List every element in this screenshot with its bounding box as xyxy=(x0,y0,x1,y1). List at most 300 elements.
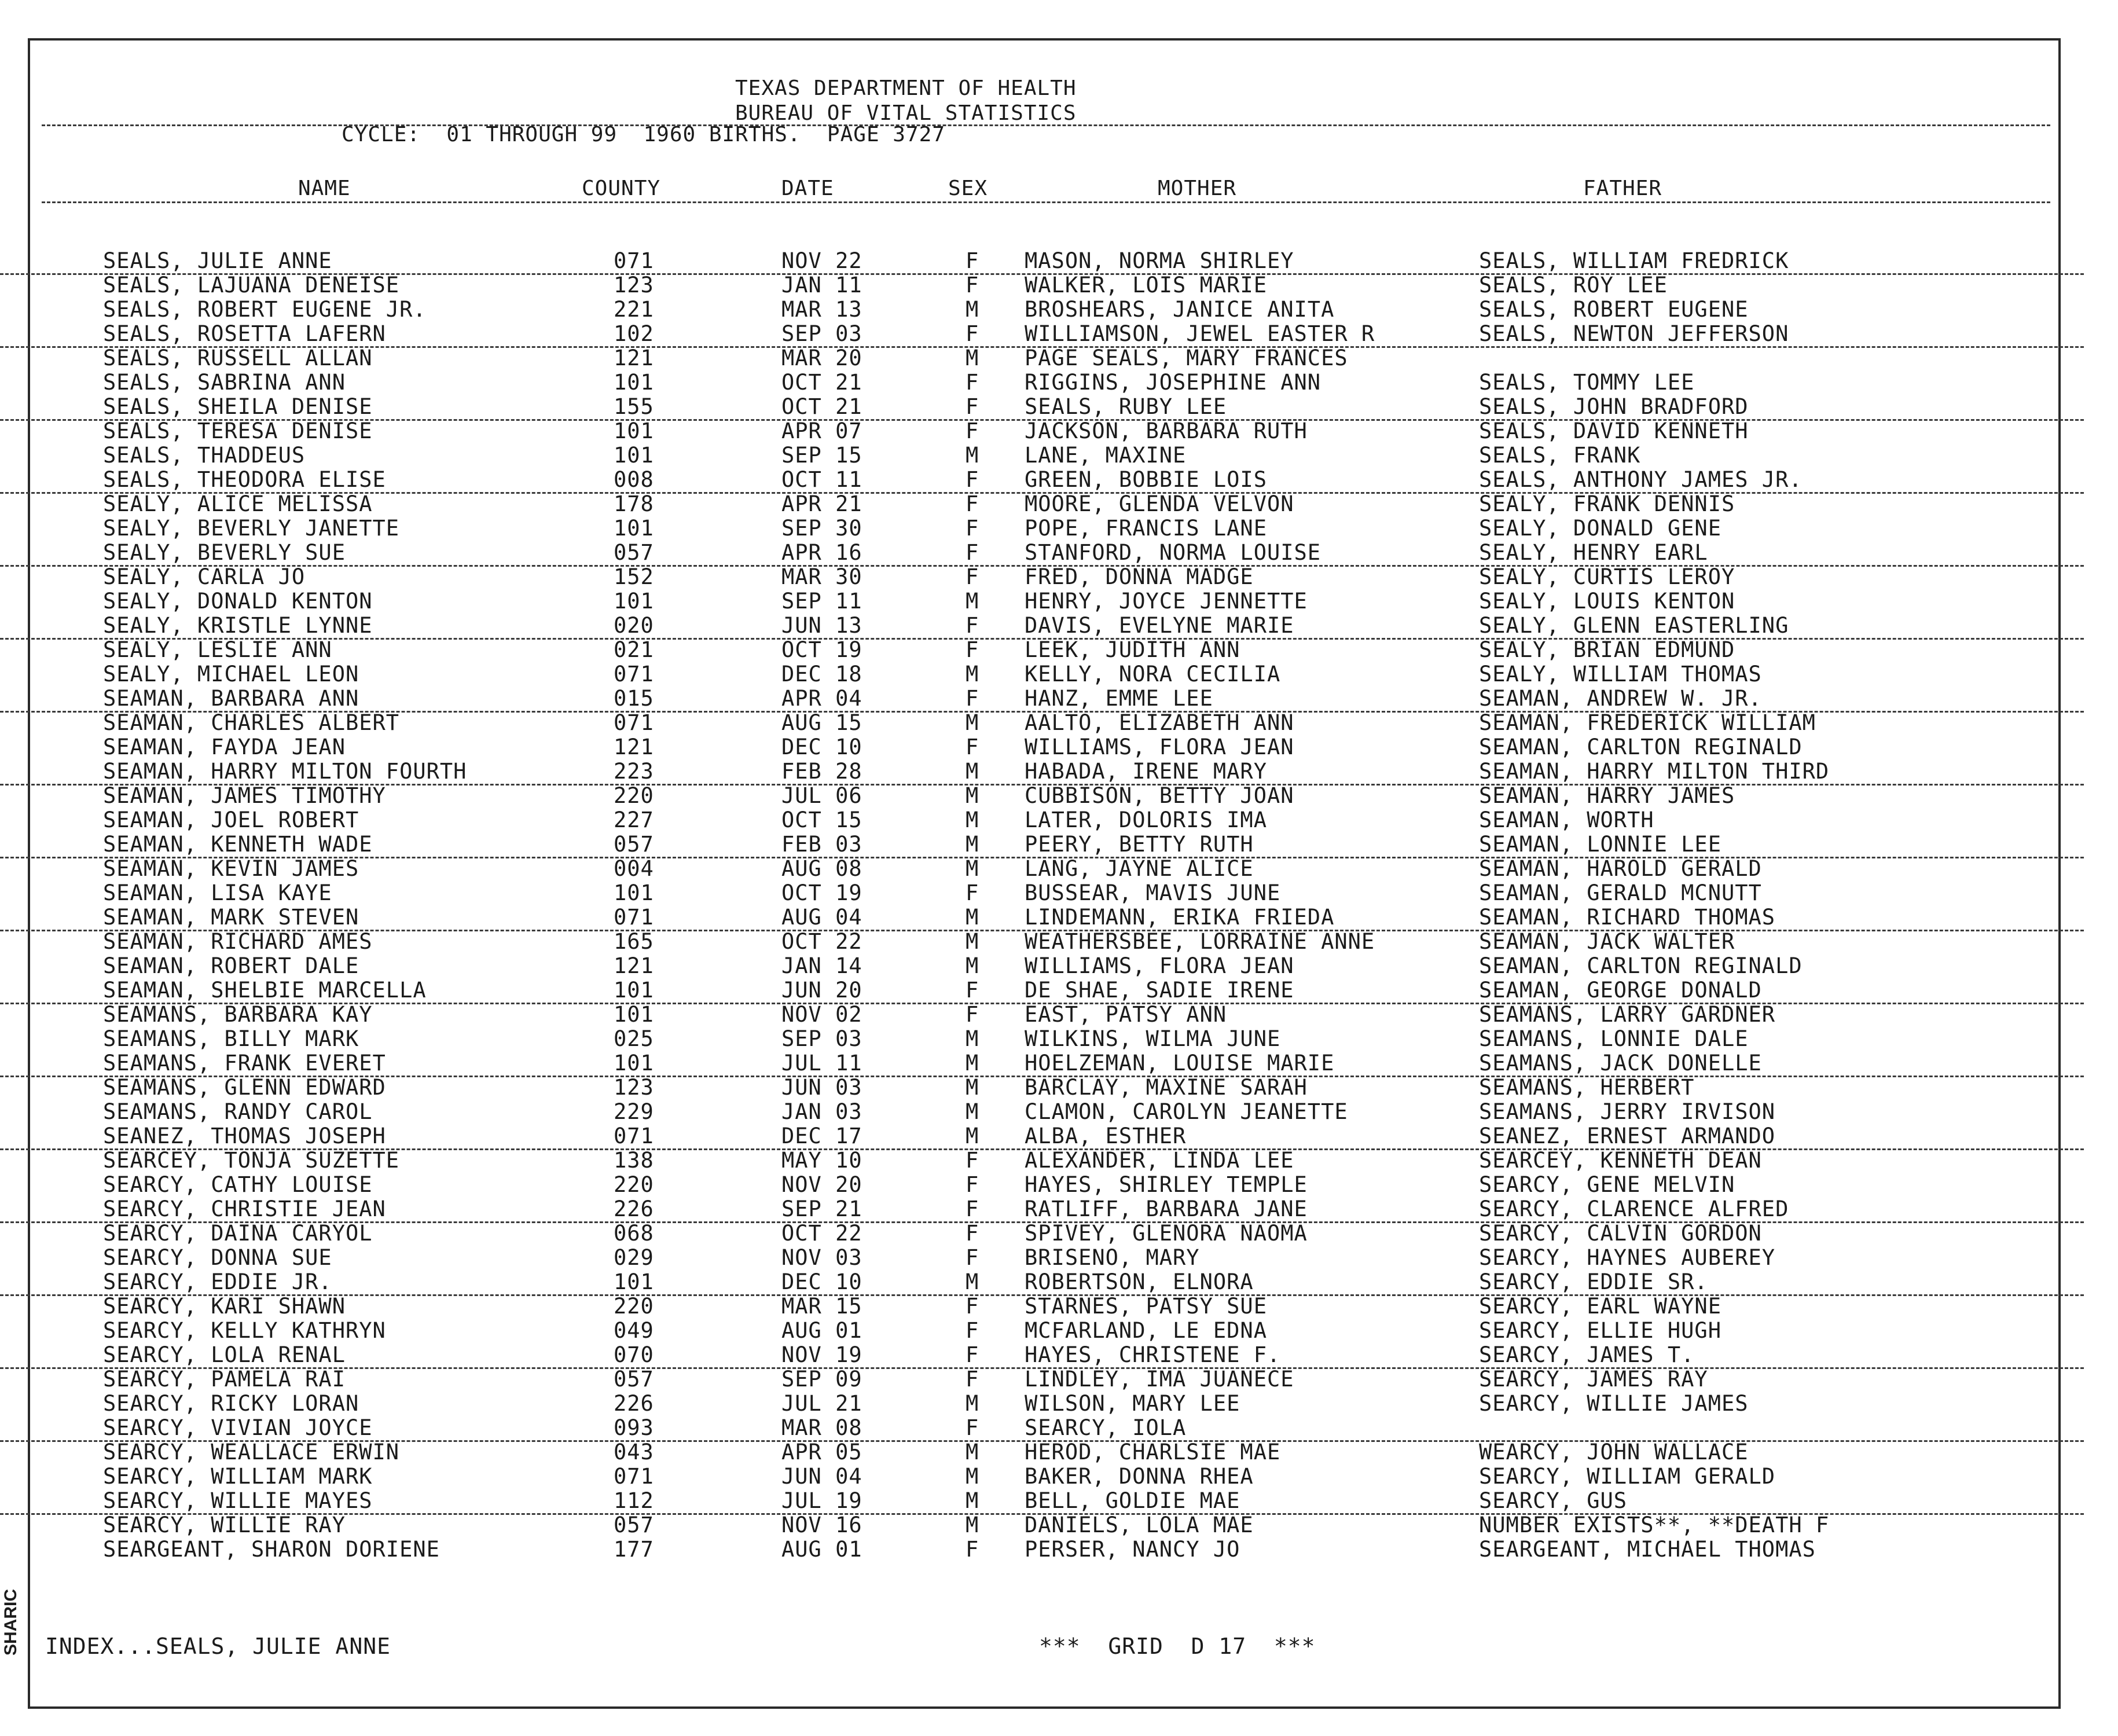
record-date: NOV 02 xyxy=(781,1002,862,1027)
record-name: SEALS, LAJUANA DENEISE xyxy=(103,273,400,298)
table-row xyxy=(0,930,2084,954)
record-name: SEAMAN, BARBARA ANN xyxy=(103,686,359,711)
record-sex: F xyxy=(966,419,979,443)
record-father: SEAMAN, WORTH xyxy=(1479,808,1654,832)
record-name: SEARCY, RICKY LORAN xyxy=(103,1391,359,1416)
record-name: SEALS, THEODORA ELISE xyxy=(103,467,386,492)
table-row xyxy=(0,468,2084,494)
table-row xyxy=(0,1027,2084,1051)
record-date: SEP 30 xyxy=(781,516,862,541)
record-name: SEAMAN, JAMES TIMOTHY xyxy=(103,783,386,808)
record-name: SEAMAN, RICHARD AMES xyxy=(103,929,373,954)
record-father: SEAMANS, LARRY GARDNER xyxy=(1479,1002,1776,1027)
record-county: 226 xyxy=(614,1391,654,1416)
record-date: MAR 20 xyxy=(781,346,862,370)
record-sex: M xyxy=(966,662,979,687)
record-father: SEARCY, GENE MELVIN xyxy=(1479,1172,1735,1197)
record-name: SEARCY, KELLY KATHRYN xyxy=(103,1318,386,1343)
record-father: SEALY, WILLIAM THOMAS xyxy=(1479,662,1762,687)
record-date: DEC 10 xyxy=(781,735,862,759)
record-sex: M xyxy=(966,443,979,468)
table-row xyxy=(0,249,2084,275)
record-date: JUN 04 xyxy=(781,1464,862,1489)
record-father: SEAMAN, CARLTON REGINALD xyxy=(1479,735,1803,759)
record-sex: F xyxy=(966,1221,979,1246)
record-county: 071 xyxy=(614,662,654,687)
record-father: SEAMAN, CARLTON REGINALD xyxy=(1479,953,1803,978)
record-date: JUN 03 xyxy=(781,1075,862,1100)
record-father: SEARCY, ELLIE HUGH xyxy=(1479,1318,1721,1343)
record-date: JAN 11 xyxy=(781,273,862,298)
record-name: SEALS, JULIE ANNE xyxy=(103,248,332,273)
record-mother: LINDLEY, IMA JUANECE xyxy=(1025,1367,1294,1392)
record-father: SEALS, WILLIAM FREDRICK xyxy=(1479,248,1789,273)
record-mother: BRISENO, MARY xyxy=(1025,1245,1200,1270)
record-name: SEAMAN, LISA KAYE xyxy=(103,880,332,905)
record-county: 057 xyxy=(614,1513,654,1537)
record-mother: JACKSON, BARBARA RUTH xyxy=(1025,419,1308,443)
record-county: 178 xyxy=(614,491,654,516)
table-row xyxy=(0,1489,2084,1515)
record-father: SEARCY, EARL WAYNE xyxy=(1479,1294,1721,1319)
record-mother: STANFORD, NORMA LOUISE xyxy=(1025,540,1322,565)
record-sex: F xyxy=(966,1172,979,1197)
record-sex: F xyxy=(966,1537,979,1562)
record-mother: HABADA, IRENE MARY xyxy=(1025,759,1267,784)
record-county: 071 xyxy=(614,710,654,735)
record-date: JAN 14 xyxy=(781,953,862,978)
record-name: SEALS, SABRINA ANN xyxy=(103,370,346,395)
record-father: SEALY, GLENN EASTERLING xyxy=(1479,613,1789,638)
record-county: 221 xyxy=(614,297,654,322)
record-county: 101 xyxy=(614,1051,654,1076)
record-father: SEALS, ANTHONY JAMES JR. xyxy=(1479,467,1803,492)
record-mother: POPE, FRANCIS LANE xyxy=(1025,516,1267,541)
record-county: 049 xyxy=(614,1318,654,1343)
table-row xyxy=(0,687,2084,713)
record-father: SEALY, HENRY EARL xyxy=(1479,540,1708,565)
record-name: SEALS, ROBERT EUGENE JR. xyxy=(103,297,427,322)
record-county: 223 xyxy=(614,759,654,784)
record-county: 112 xyxy=(614,1488,654,1513)
record-name: SEAMANS, BARBARA KAY xyxy=(103,1002,373,1027)
record-date: SEP 15 xyxy=(781,443,862,468)
record-mother: CUBBISON, BETTY JOAN xyxy=(1025,783,1294,808)
record-county: 057 xyxy=(614,832,654,857)
record-sex: M xyxy=(966,589,979,614)
record-mother: LEEK, JUDITH ANN xyxy=(1025,637,1240,662)
record-name: SEALS, THADDEUS xyxy=(103,443,306,468)
record-name: SEARCY, EDDIE JR. xyxy=(103,1269,332,1294)
record-father: SEALY, DONALD GENE xyxy=(1479,516,1721,541)
record-sex: F xyxy=(966,1002,979,1027)
record-name: SEALS, SHEILA DENISE xyxy=(103,394,373,419)
column-header-county: COUNTY xyxy=(582,177,661,200)
record-county: 015 xyxy=(614,686,654,711)
record-sex: F xyxy=(966,735,979,759)
table-row xyxy=(0,638,2084,662)
record-sex: M xyxy=(966,905,979,930)
record-name: SEARCY, VIVIAN JOYCE xyxy=(103,1415,373,1440)
table-row xyxy=(0,1148,2084,1173)
record-date: MAR 13 xyxy=(781,297,862,322)
record-date: NOV 20 xyxy=(781,1172,862,1197)
table-row xyxy=(0,322,2084,348)
record-mother: BELL, GOLDIE MAE xyxy=(1025,1488,1240,1513)
table-row xyxy=(0,346,2084,370)
record-date: OCT 22 xyxy=(781,1221,862,1246)
record-mother: WILSON, MARY LEE xyxy=(1025,1391,1240,1416)
record-date: SEP 11 xyxy=(781,589,862,614)
record-county: 152 xyxy=(614,564,654,589)
record-father: SEAMANS, JACK DONELLE xyxy=(1479,1051,1762,1076)
record-father: SEALS, TOMMY LEE xyxy=(1479,370,1695,395)
record-county: 227 xyxy=(614,808,654,832)
table-row xyxy=(0,298,2084,322)
column-header-sex: SEX xyxy=(948,177,988,200)
record-sex: M xyxy=(966,1513,979,1537)
record-date: SEP 03 xyxy=(781,1026,862,1051)
record-mother: DE SHAE, SADIE IRENE xyxy=(1025,978,1294,1003)
table-row xyxy=(0,516,2084,541)
record-date: MAY 10 xyxy=(781,1148,862,1173)
record-mother: SPIVEY, GLENORA NAOMA xyxy=(1025,1221,1308,1246)
record-name: SEAMAN, MARK STEVEN xyxy=(103,905,359,930)
record-mother: KELLY, NORA CECILIA xyxy=(1025,662,1281,687)
record-name: SEAMAN, CHARLES ALBERT xyxy=(103,710,400,735)
table-row xyxy=(0,565,2084,589)
record-date: AUG 01 xyxy=(781,1537,862,1562)
record-name: SEARCY, DONNA SUE xyxy=(103,1245,332,1270)
table-row xyxy=(0,735,2084,759)
record-date: SEP 09 xyxy=(781,1367,862,1392)
table-row xyxy=(0,759,2084,786)
table-row xyxy=(0,492,2084,516)
record-name: SEARCY, KARI SHAWN xyxy=(103,1294,346,1319)
record-name: SEAMAN, KENNETH WADE xyxy=(103,832,373,857)
record-mother: WALKER, LOIS MARIE xyxy=(1025,273,1267,298)
record-father: SEARCY, EDDIE SR. xyxy=(1479,1269,1708,1294)
record-mother: WILLIAMS, FLORA JEAN xyxy=(1025,735,1294,759)
table-row xyxy=(0,1197,2084,1223)
record-date: NOV 16 xyxy=(781,1513,862,1537)
record-county: 165 xyxy=(614,929,654,954)
record-name: SEALY, MICHAEL LEON xyxy=(103,662,359,687)
record-sex: F xyxy=(966,1245,979,1270)
record-date: OCT 21 xyxy=(781,370,862,395)
record-county: 043 xyxy=(614,1440,654,1465)
record-mother: MOORE, GLENDA VELVON xyxy=(1025,491,1294,516)
record-mother: LANG, JAYNE ALICE xyxy=(1025,856,1254,881)
record-sex: M xyxy=(966,759,979,784)
record-county: 101 xyxy=(614,880,654,905)
record-sex: M xyxy=(966,710,979,735)
record-mother: DANIELS, LOLA MAE xyxy=(1025,1513,1254,1537)
record-date: AUG 04 xyxy=(781,905,862,930)
record-father: SEALY, BRIAN EDMUND xyxy=(1479,637,1735,662)
record-sex: F xyxy=(966,1342,979,1367)
record-name: SEARCY, CHRISTIE JEAN xyxy=(103,1197,386,1221)
record-sex: M xyxy=(966,1051,979,1076)
record-sex: F xyxy=(966,1294,979,1319)
table-row xyxy=(0,1343,2084,1369)
record-name: SEAMANS, FRANK EVERET xyxy=(103,1051,386,1076)
record-date: JUL 11 xyxy=(781,1051,862,1076)
table-row xyxy=(0,978,2084,1004)
record-date: JAN 03 xyxy=(781,1099,862,1124)
record-date: AUG 15 xyxy=(781,710,862,735)
record-sex: F xyxy=(966,248,979,273)
record-sex: M xyxy=(966,783,979,808)
record-mother: PEERY, BETTY RUTH xyxy=(1025,832,1254,857)
record-mother: WILKINS, WILMA JUNE xyxy=(1025,1026,1281,1051)
record-county: 068 xyxy=(614,1221,654,1246)
column-header-divider xyxy=(42,201,2050,203)
record-date: NOV 19 xyxy=(781,1342,862,1367)
table-row xyxy=(0,443,2084,468)
record-sex: M xyxy=(966,1269,979,1294)
record-sex: F xyxy=(966,564,979,589)
record-father: SEAMAN, GEORGE DONALD xyxy=(1479,978,1762,1003)
record-father: SEAMANS, HERBERT xyxy=(1479,1075,1695,1100)
record-county: 101 xyxy=(614,443,654,468)
record-father: SEAMANS, LONNIE DALE xyxy=(1479,1026,1749,1051)
record-mother: HENRY, JOYCE JENNETTE xyxy=(1025,589,1308,614)
record-date: JUN 13 xyxy=(781,613,862,638)
record-father: SEAMAN, JACK WALTER xyxy=(1479,929,1735,954)
record-father: SEAMAN, HARRY JAMES xyxy=(1479,783,1735,808)
record-county: 071 xyxy=(614,1464,654,1489)
record-sex: M xyxy=(966,1075,979,1100)
record-name: SEARGEANT, SHARON DORIENE xyxy=(103,1537,440,1562)
record-sex: F xyxy=(966,516,979,541)
record-father: SEAMAN, FREDERICK WILLIAM xyxy=(1479,710,1816,735)
record-mother: SEALS, RUBY LEE xyxy=(1025,394,1227,419)
record-name: SEAMAN, SHELBIE MARCELLA xyxy=(103,978,427,1003)
table-row xyxy=(0,419,2084,443)
record-father: SEALY, CURTIS LEROY xyxy=(1479,564,1735,589)
table-row xyxy=(0,954,2084,978)
record-date: JUN 20 xyxy=(781,978,862,1003)
record-father: SEALY, LOUIS KENTON xyxy=(1479,589,1735,614)
record-sex: M xyxy=(966,1440,979,1465)
record-father: SEALS, ROBERT EUGENE xyxy=(1479,297,1749,322)
table-row xyxy=(0,1246,2084,1270)
record-county: 138 xyxy=(614,1148,654,1173)
record-date: DEC 18 xyxy=(781,662,862,687)
record-father: SEALS, FRANK xyxy=(1479,443,1641,468)
record-date: APR 07 xyxy=(781,419,862,443)
grid-label: *** GRID D 17 *** xyxy=(1039,1634,1316,1659)
index-label: INDEX...SEALS, JULIE ANNE xyxy=(45,1634,391,1659)
record-sex: M xyxy=(966,1099,979,1124)
record-name: SEARCY, PAMELA RAI xyxy=(103,1367,346,1392)
record-county: 220 xyxy=(614,1294,654,1319)
table-row xyxy=(0,711,2084,735)
record-mother: WILLIAMSON, JEWEL EASTER R xyxy=(1025,321,1375,346)
record-mother: PERSER, NANCY JO xyxy=(1025,1537,1240,1562)
record-sex: F xyxy=(966,1367,979,1392)
record-date: JUL 06 xyxy=(781,783,862,808)
record-father: SEALS, DAVID KENNETH xyxy=(1479,419,1749,443)
record-date: APR 21 xyxy=(781,491,862,516)
record-sex: M xyxy=(966,953,979,978)
record-sex: M xyxy=(966,1391,979,1416)
record-date: JUL 21 xyxy=(781,1391,862,1416)
record-name: SEARCY, LOLA RENAL xyxy=(103,1342,346,1367)
record-sex: M xyxy=(966,1124,979,1148)
record-county: 101 xyxy=(614,419,654,443)
record-mother: PAGE SEALS, MARY FRANCES xyxy=(1025,346,1348,370)
record-mother: ROBERTSON, ELNORA xyxy=(1025,1269,1254,1294)
record-mother: ALBA, ESTHER xyxy=(1025,1124,1187,1148)
table-row xyxy=(0,614,2084,640)
table-row xyxy=(0,662,2084,687)
record-father: SEANEZ, ERNEST ARMANDO xyxy=(1479,1124,1776,1148)
record-mother: LANE, MAXINE xyxy=(1025,443,1187,468)
record-county: 123 xyxy=(614,273,654,298)
record-county: 057 xyxy=(614,1367,654,1392)
record-father: SEAMANS, JERRY IRVISON xyxy=(1479,1099,1776,1124)
record-county: 025 xyxy=(614,1026,654,1051)
record-mother: WILLIAMS, FLORA JEAN xyxy=(1025,953,1294,978)
table-row xyxy=(0,832,2084,858)
table-row xyxy=(0,273,2084,298)
record-date: AUG 08 xyxy=(781,856,862,881)
record-mother: HANZ, EMME LEE xyxy=(1025,686,1213,711)
record-county: 101 xyxy=(614,589,654,614)
record-county: 102 xyxy=(614,321,654,346)
department-title: TEXAS DEPARTMENT OF HEALTH xyxy=(735,76,1077,100)
table-row xyxy=(0,881,2084,905)
record-sex: F xyxy=(966,1318,979,1343)
record-mother: BUSSEAR, MAVIS JUNE xyxy=(1025,880,1281,905)
table-row xyxy=(0,1221,2084,1246)
record-father: SEARCY, JAMES T. xyxy=(1479,1342,1695,1367)
record-sex: M xyxy=(966,929,979,954)
record-mother: HAYES, SHIRLEY TEMPLE xyxy=(1025,1172,1308,1197)
record-name: SEAMAN, KEVIN JAMES xyxy=(103,856,359,881)
record-sex: F xyxy=(966,370,979,395)
table-row xyxy=(0,1270,2084,1296)
table-row xyxy=(0,1513,2084,1537)
table-row xyxy=(0,1537,2084,1562)
record-father: SEARCY, CLARENCE ALFRED xyxy=(1479,1197,1789,1221)
record-name: SEAMANS, RANDY CAROL xyxy=(103,1099,373,1124)
table-row xyxy=(0,1392,2084,1416)
record-sex: F xyxy=(966,978,979,1003)
record-mother: FRED, DONNA MADGE xyxy=(1025,564,1254,589)
record-father: SEALY, FRANK DENNIS xyxy=(1479,491,1735,516)
record-sex: F xyxy=(966,686,979,711)
table-row xyxy=(0,808,2084,832)
record-sex: M xyxy=(966,1464,979,1489)
record-sex: F xyxy=(966,880,979,905)
record-date: SEP 21 xyxy=(781,1197,862,1221)
record-county: 121 xyxy=(614,735,654,759)
table-row xyxy=(0,589,2084,614)
record-date: APR 16 xyxy=(781,540,862,565)
record-name: SEARCY, WILLIE RAY xyxy=(103,1513,346,1537)
record-name: SEALY, LESLIE ANN xyxy=(103,637,332,662)
record-county: 101 xyxy=(614,1002,654,1027)
record-mother: MCFARLAND, LE EDNA xyxy=(1025,1318,1267,1343)
record-father: SEARCEY, KENNETH DEAN xyxy=(1479,1148,1762,1173)
record-name: SEALY, BEVERLY JANETTE xyxy=(103,516,400,541)
record-county: 220 xyxy=(614,1172,654,1197)
table-row xyxy=(0,370,2084,395)
table-row xyxy=(0,395,2084,421)
record-mother: LINDEMANN, ERIKA FRIEDA xyxy=(1025,905,1335,930)
record-county: 029 xyxy=(614,1245,654,1270)
record-name: SEAMAN, JOEL ROBERT xyxy=(103,808,359,832)
table-row xyxy=(0,905,2084,931)
record-name: SEALS, TERESA DENISE xyxy=(103,419,373,443)
record-mother: HAYES, CHRISTENE F. xyxy=(1025,1342,1281,1367)
record-mother: DAVIS, EVELYNE MARIE xyxy=(1025,613,1294,638)
bureau-title: BUREAU OF VITAL STATISTICS xyxy=(735,101,1077,125)
column-header-father: FATHER xyxy=(1583,177,1662,200)
record-name: SEARCEY, TONJA SUZETTE xyxy=(103,1148,400,1173)
table-row xyxy=(0,1416,2084,1442)
record-county: 123 xyxy=(614,1075,654,1100)
record-mother: GREEN, BOBBIE LOIS xyxy=(1025,467,1267,492)
record-mother: ALEXANDER, LINDA LEE xyxy=(1025,1148,1294,1173)
table-row xyxy=(0,1367,2084,1392)
record-mother: RATLIFF, BARBARA JANE xyxy=(1025,1197,1308,1221)
record-date: NOV 22 xyxy=(781,248,862,273)
table-row xyxy=(0,1173,2084,1197)
record-sex: M xyxy=(966,808,979,832)
record-sex: M xyxy=(966,297,979,322)
table-row xyxy=(0,857,2084,881)
table-row xyxy=(0,784,2084,808)
record-county: 155 xyxy=(614,394,654,419)
record-name: SEANEZ, THOMAS JOSEPH xyxy=(103,1124,386,1148)
record-county: 121 xyxy=(614,346,654,370)
record-county: 071 xyxy=(614,905,654,930)
record-father: SEAMAN, GERALD MCNUTT xyxy=(1479,880,1762,905)
record-mother: WEATHERSBEE, LORRAINE ANNE xyxy=(1025,929,1375,954)
record-name: SEAMANS, GLENN EDWARD xyxy=(103,1075,386,1100)
record-mother: HOELZEMAN, LOUISE MARIE xyxy=(1025,1051,1335,1076)
record-mother: STARNES, PATSY SUE xyxy=(1025,1294,1267,1319)
table-row xyxy=(0,1076,2084,1100)
record-date: MAR 30 xyxy=(781,564,862,589)
record-county: 101 xyxy=(614,978,654,1003)
cycle-line: CYCLE: 01 THROUGH 99 1960 BIRTHS. PAGE 3727 xyxy=(342,123,945,146)
record-mother: HEROD, CHARLSIE MAE xyxy=(1025,1440,1281,1465)
record-sex: M xyxy=(966,856,979,881)
record-sex: F xyxy=(966,491,979,516)
table-row xyxy=(0,1465,2084,1489)
record-name: SEALY, ALICE MELISSA xyxy=(103,491,373,516)
record-county: 229 xyxy=(614,1099,654,1124)
table-row xyxy=(0,1051,2084,1077)
record-date: APR 04 xyxy=(781,686,862,711)
record-sex: F xyxy=(966,273,979,298)
record-name: SEARCY, CATHY LOUISE xyxy=(103,1172,373,1197)
record-date: OCT 19 xyxy=(781,880,862,905)
record-date: MAR 08 xyxy=(781,1415,862,1440)
record-date: DEC 17 xyxy=(781,1124,862,1148)
record-date: DEC 10 xyxy=(781,1269,862,1294)
record-mother: EAST, PATSY ANN xyxy=(1025,1002,1227,1027)
table-row xyxy=(0,1440,2084,1465)
record-father: SEALS, ROY LEE xyxy=(1479,273,1668,298)
record-father: SEAMAN, ANDREW W. JR. xyxy=(1479,686,1762,711)
record-name: SEALY, BEVERLY SUE xyxy=(103,540,346,565)
